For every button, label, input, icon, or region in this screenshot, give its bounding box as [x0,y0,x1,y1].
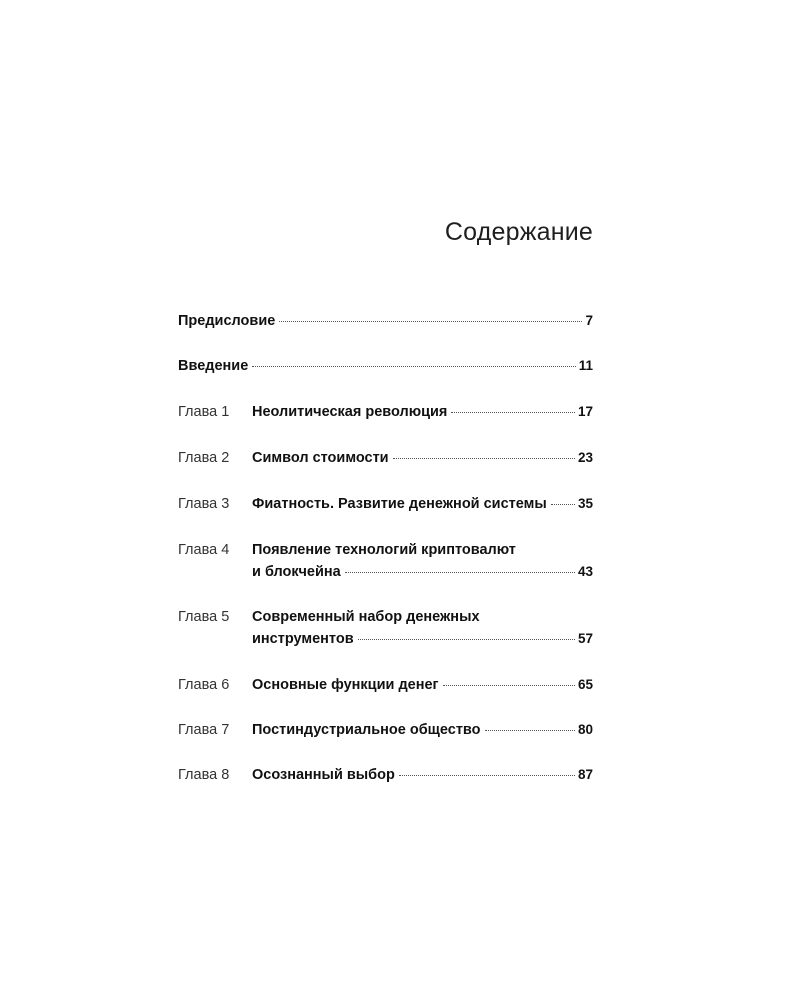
toc-entry-title: Фиатность. Развитие денежной системы [252,496,547,512]
dot-leader [345,572,575,573]
toc-line [252,447,593,469]
toc-line [252,561,593,583]
dot-leader [485,730,575,731]
dot-leader [399,775,575,776]
toc-entry-title: Основные функции денег [252,677,439,693]
toc-entry-chapter-5[interactable] [178,606,593,650]
toc-line [252,401,593,423]
toc-page-number: 43 [577,564,593,579]
dot-leader [252,366,575,367]
chapter-label: Глава 1 [178,404,230,420]
toc-entry-chapter-3[interactable] [178,493,593,515]
toc-line [252,493,593,515]
toc-entry-preface[interactable] [178,310,593,332]
toc-page-number: 57 [577,631,593,646]
toc-entry-title: Введение [178,358,249,374]
toc-entry-introduction[interactable] [178,355,593,377]
toc-line [252,764,593,786]
toc-entry-chapter-6[interactable] [178,674,593,696]
dot-leader [393,458,575,459]
toc-entry-chapter-4[interactable] [178,539,593,583]
page-title: Содержание [444,218,593,246]
toc-line [252,719,593,741]
toc-page-number: 80 [577,722,593,737]
toc-line [252,628,593,650]
toc-entry-title: инструментов [252,631,354,647]
chapter-label: Глава 6 [178,677,230,693]
toc-page-number: 35 [577,496,593,511]
toc-entry-title: Символ стоимости [252,450,389,466]
toc-line [178,310,593,332]
toc-entry-title: Постиндустриальное общество [252,722,481,738]
toc-entry-chapter-8[interactable] [178,764,593,786]
chapter-label: Глава 2 [178,450,230,466]
toc-page-number: 23 [577,450,593,465]
chapter-label: Глава 4 [178,542,230,558]
toc-line [178,355,593,377]
toc-page-number: 17 [577,404,593,419]
toc-entry-title: Осознанный выбор [252,767,395,783]
dot-leader [451,412,575,413]
dot-leader [551,504,575,505]
dot-leader [443,685,575,686]
toc-entry-chapter-2[interactable] [178,447,593,469]
toc-entry-title-first-line: Появление технологий криптовалют [252,542,516,558]
toc-entry-title-first-line: Современный набор денежных [252,609,480,625]
toc-line [252,674,593,696]
dot-leader [358,639,575,640]
chapter-label: Глава 5 [178,609,230,625]
toc-page-number: 11 [578,358,593,373]
toc-entry-title: Неолитическая революция [252,404,448,420]
chapter-label: Глава 8 [178,767,230,783]
toc-entry-chapter-7[interactable] [178,719,593,741]
toc-entry-chapter-1[interactable] [178,401,593,423]
toc-entry-title: Предисловие [178,313,276,329]
toc-entry-title: и блокчейна [252,564,341,580]
toc-page-number: 87 [577,767,593,782]
toc-page-number: 65 [577,677,593,692]
dot-leader [279,321,582,322]
chapter-label: Глава 3 [178,496,230,512]
toc-page-number: 7 [585,313,593,328]
chapter-label: Глава 7 [178,722,230,738]
